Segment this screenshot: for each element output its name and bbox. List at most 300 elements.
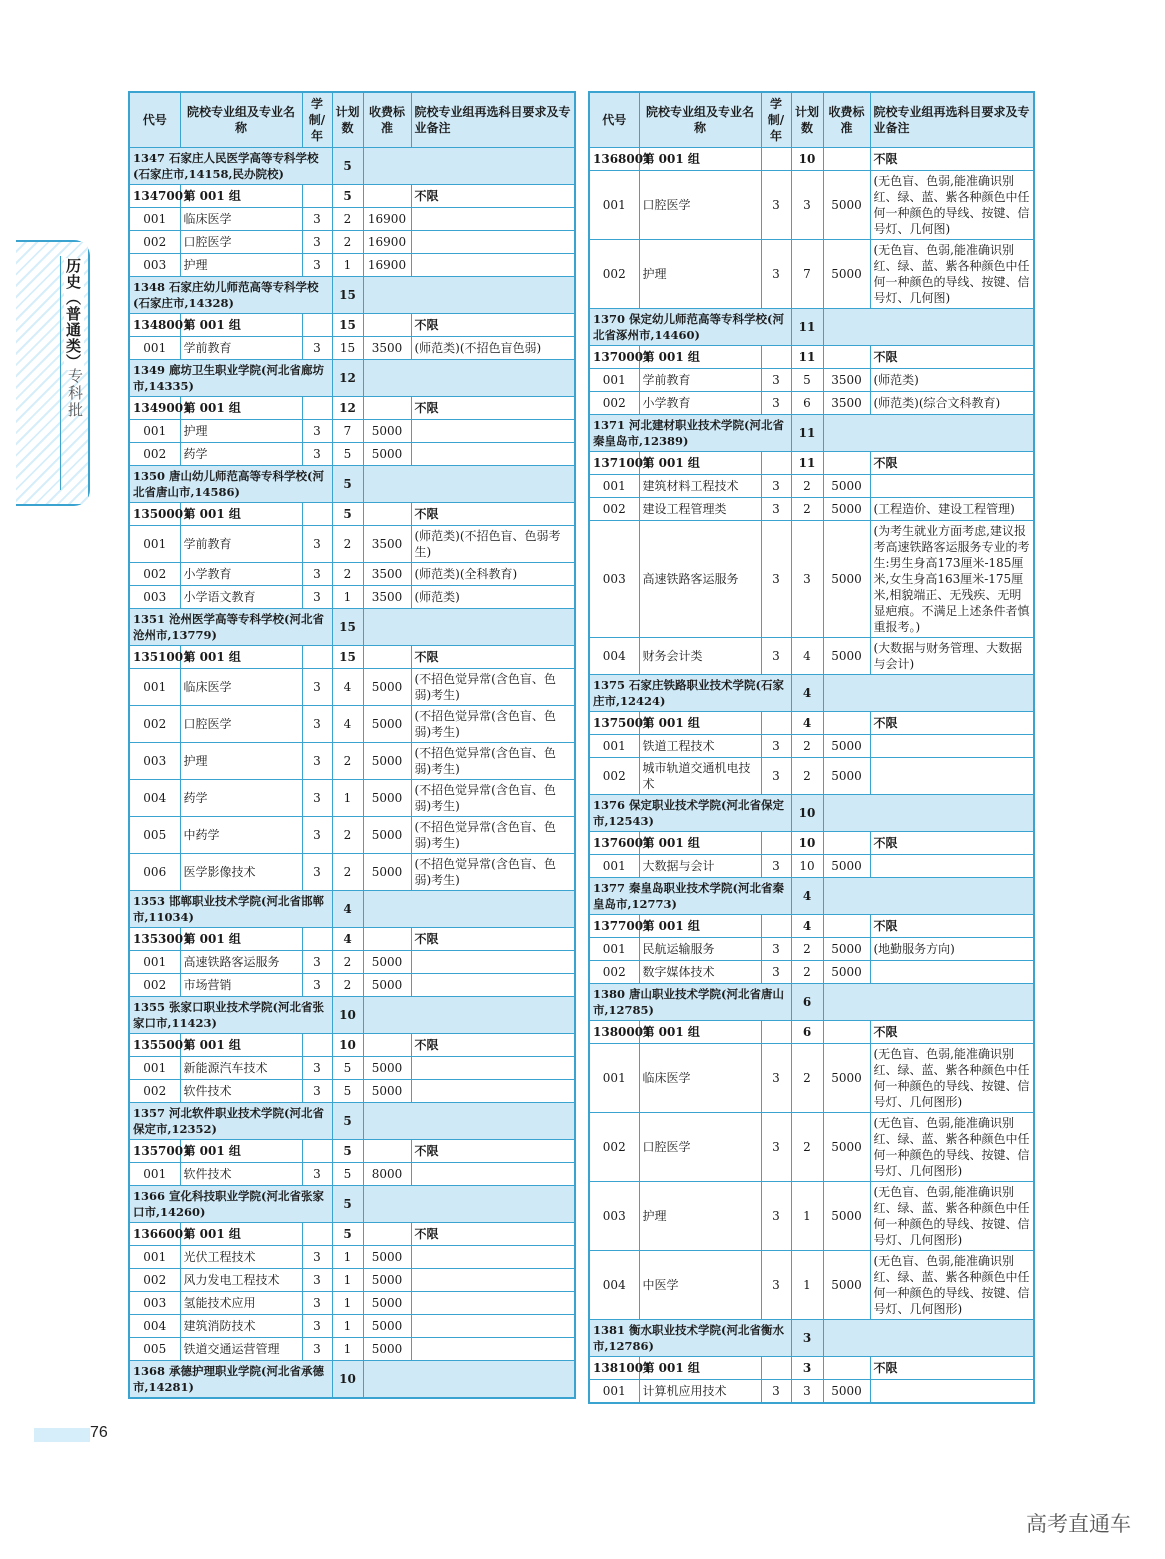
major-row xyxy=(129,337,575,360)
group-fee-empty xyxy=(363,314,411,337)
major-row xyxy=(589,475,1034,498)
header-row xyxy=(129,92,575,148)
major-code: 002 xyxy=(589,1113,639,1182)
school-filler xyxy=(823,1320,1034,1357)
group-fee-empty xyxy=(823,832,870,855)
major-name: 口腔医学 xyxy=(639,1113,761,1182)
major-row xyxy=(129,1057,575,1080)
school-filler xyxy=(363,277,575,314)
major-name: 口腔医学 xyxy=(180,231,302,254)
major-name: 药学 xyxy=(180,443,302,466)
group-requirement: 不限 xyxy=(411,1034,575,1057)
group-years-empty xyxy=(302,646,332,669)
major-years: 3 xyxy=(302,1269,332,1292)
major-plan: 2 xyxy=(332,526,363,563)
major-note: (师范类) xyxy=(870,369,1034,392)
major-plan: 7 xyxy=(332,420,363,443)
major-fee: 5000 xyxy=(823,758,870,795)
major-fee: 5000 xyxy=(363,443,411,466)
major-row xyxy=(129,1080,575,1103)
major-years: 3 xyxy=(761,240,791,309)
major-note: (师范类) xyxy=(411,586,575,609)
major-name: 小学语文教育 xyxy=(180,586,302,609)
major-code: 001 xyxy=(129,337,180,360)
major-plan: 2 xyxy=(332,743,363,780)
major-fee: 5000 xyxy=(363,974,411,997)
major-plan: 4 xyxy=(332,669,363,706)
major-years: 3 xyxy=(302,743,332,780)
major-note: (不招色觉异常(含色盲、色弱)考生) xyxy=(411,706,575,743)
major-note xyxy=(870,855,1034,878)
group-row xyxy=(589,712,1034,735)
major-name: 高速铁路客运服务 xyxy=(180,951,302,974)
school-plan: 15 xyxy=(332,609,363,646)
major-code: 001 xyxy=(129,951,180,974)
major-code: 002 xyxy=(129,563,180,586)
major-name: 软件技术 xyxy=(180,1080,302,1103)
school-plan: 10 xyxy=(332,997,363,1034)
major-plan: 2 xyxy=(332,974,363,997)
group-name: 第 001 组 xyxy=(180,503,302,526)
header-notes: 院校专业组再选科目要求及专业备注 xyxy=(870,92,1034,148)
major-name: 护理 xyxy=(639,1182,761,1251)
major-plan: 2 xyxy=(791,938,823,961)
school-filler xyxy=(363,997,575,1034)
major-note xyxy=(870,758,1034,795)
group-code: 1357001 xyxy=(129,1140,180,1163)
major-plan: 1 xyxy=(332,1338,363,1361)
group-row xyxy=(589,346,1034,369)
group-fee-empty xyxy=(823,452,870,475)
major-code: 001 xyxy=(129,1246,180,1269)
group-years-empty xyxy=(302,1223,332,1246)
major-years: 3 xyxy=(761,521,791,638)
major-fee: 5000 xyxy=(363,1057,411,1080)
group-requirement: 不限 xyxy=(411,397,575,420)
group-fee-empty xyxy=(363,1140,411,1163)
major-row xyxy=(129,743,575,780)
major-code: 001 xyxy=(589,1044,639,1113)
major-row xyxy=(129,586,575,609)
major-note: (无色盲、色弱,能准确识别红、绿、蓝、紫各种颜色中任何一种颜色的导线、按键、信号灯、几何图形) xyxy=(870,1251,1034,1320)
group-years-empty xyxy=(761,915,791,938)
school-plan: 12 xyxy=(332,360,363,397)
major-row xyxy=(589,855,1034,878)
major-code: 003 xyxy=(589,1182,639,1251)
major-years: 3 xyxy=(302,951,332,974)
header-years: 学制/年 xyxy=(302,92,332,148)
group-plan: 4 xyxy=(332,928,363,951)
major-plan: 2 xyxy=(791,961,823,984)
major-row xyxy=(129,1163,575,1186)
major-plan: 1 xyxy=(332,586,363,609)
major-note: (不招色觉异常(含色盲、色弱)考生) xyxy=(411,743,575,780)
major-row xyxy=(129,974,575,997)
group-years-empty xyxy=(761,452,791,475)
group-name: 第 001 组 xyxy=(180,1034,302,1057)
group-row xyxy=(129,185,575,208)
major-code: 004 xyxy=(589,1251,639,1320)
major-plan: 5 xyxy=(791,369,823,392)
major-years: 3 xyxy=(761,855,791,878)
major-plan: 5 xyxy=(332,443,363,466)
group-requirement: 不限 xyxy=(411,314,575,337)
major-code: 001 xyxy=(589,475,639,498)
major-note: (无色盲、色弱,能准确识别红、绿、蓝、紫各种颜色中任何一种颜色的导线、按键、信号灯、几何图) xyxy=(870,240,1034,309)
major-code: 006 xyxy=(129,854,180,891)
major-fee: 16900 xyxy=(363,254,411,277)
major-fee: 5000 xyxy=(823,961,870,984)
major-row xyxy=(129,669,575,706)
major-fee: 5000 xyxy=(823,1113,870,1182)
major-code: 003 xyxy=(129,743,180,780)
major-note: (不招色觉异常(含色盲、色弱)考生) xyxy=(411,669,575,706)
major-name: 中药学 xyxy=(180,817,302,854)
major-row xyxy=(129,1246,575,1269)
major-fee: 16900 xyxy=(363,208,411,231)
school-row xyxy=(129,148,575,185)
major-row xyxy=(589,1380,1034,1404)
major-row xyxy=(129,208,575,231)
major-years: 3 xyxy=(761,1044,791,1113)
group-requirement: 不限 xyxy=(411,185,575,208)
group-row xyxy=(129,397,575,420)
group-row xyxy=(589,452,1034,475)
major-note: (无色盲、色弱,能准确识别红、绿、蓝、紫各种颜色中任何一种颜色的导线、按键、信号灯、几何图) xyxy=(870,171,1034,240)
major-plan: 2 xyxy=(791,758,823,795)
major-note: (不招色觉异常(含色盲、色弱)考生) xyxy=(411,854,575,891)
group-plan: 4 xyxy=(791,915,823,938)
group-name: 第 001 组 xyxy=(639,346,761,369)
watermark: 高考直通车 xyxy=(1026,1512,1131,1536)
major-code: 004 xyxy=(129,1315,180,1338)
group-code: 1355001 xyxy=(129,1034,180,1057)
major-plan: 10 xyxy=(791,855,823,878)
school-row xyxy=(129,360,575,397)
major-fee: 3500 xyxy=(363,337,411,360)
major-row xyxy=(589,240,1034,309)
table-body xyxy=(589,92,1034,1403)
school-filler xyxy=(823,309,1034,346)
major-years: 3 xyxy=(761,938,791,961)
group-requirement: 不限 xyxy=(870,452,1034,475)
major-note xyxy=(411,1292,575,1315)
school-name: 1355 张家口职业技术学院(河北省张家口市,11423) xyxy=(129,997,332,1034)
major-note xyxy=(411,1315,575,1338)
major-fee: 5000 xyxy=(363,1269,411,1292)
major-plan: 1 xyxy=(791,1182,823,1251)
group-row xyxy=(589,915,1034,938)
school-name: 1366 宣化科技职业学院(河北省张家口市,14260) xyxy=(129,1186,332,1223)
school-name: 1368 承德护理职业学院(河北省承德市,14281) xyxy=(129,1361,332,1399)
major-years: 3 xyxy=(761,171,791,240)
group-code: 1368001 xyxy=(589,148,639,171)
major-note: (无色盲、色弱,能准确识别红、绿、蓝、紫各种颜色中任何一种颜色的导线、按键、信号灯、几何图形) xyxy=(870,1044,1034,1113)
major-code: 001 xyxy=(589,1380,639,1404)
major-name: 护理 xyxy=(180,420,302,443)
header-plan: 计划数 xyxy=(332,92,363,148)
major-code: 001 xyxy=(589,171,639,240)
major-code: 002 xyxy=(129,1269,180,1292)
group-years-empty xyxy=(302,928,332,951)
school-filler xyxy=(363,148,575,185)
major-note: (不招色觉异常(含色盲、色弱)考生) xyxy=(411,817,575,854)
major-fee: 5000 xyxy=(823,521,870,638)
major-fee: 5000 xyxy=(823,735,870,758)
major-years: 3 xyxy=(761,475,791,498)
major-years: 3 xyxy=(302,706,332,743)
school-name: 1375 石家庄铁路职业技术学院(石家庄市,12424) xyxy=(589,675,791,712)
major-years: 3 xyxy=(761,1380,791,1404)
group-plan: 15 xyxy=(332,646,363,669)
major-row xyxy=(129,443,575,466)
school-filler xyxy=(363,1186,575,1223)
major-plan: 1 xyxy=(332,1292,363,1315)
school-name: 1353 邯郸职业技术学院(河北省邯郸市,11034) xyxy=(129,891,332,928)
group-code: 1353001 xyxy=(129,928,180,951)
major-name: 学前教育 xyxy=(180,337,302,360)
major-note xyxy=(411,1338,575,1361)
group-code: 1375001 xyxy=(589,712,639,735)
group-fee-empty xyxy=(363,928,411,951)
major-years: 3 xyxy=(761,638,791,675)
major-code: 002 xyxy=(589,498,639,521)
major-row xyxy=(129,817,575,854)
major-fee: 5000 xyxy=(363,951,411,974)
group-plan: 5 xyxy=(332,185,363,208)
school-plan: 11 xyxy=(791,415,823,452)
major-row xyxy=(589,1044,1034,1113)
major-code: 001 xyxy=(129,526,180,563)
group-code: 1371001 xyxy=(589,452,639,475)
major-name: 市场营销 xyxy=(180,974,302,997)
group-name: 第 001 组 xyxy=(639,832,761,855)
major-years: 3 xyxy=(761,369,791,392)
group-plan: 12 xyxy=(332,397,363,420)
major-plan: 3 xyxy=(791,1380,823,1404)
major-name: 口腔医学 xyxy=(180,706,302,743)
admission-table-left xyxy=(128,91,576,1399)
major-note: (不招色觉异常(含色盲、色弱)考生) xyxy=(411,780,575,817)
major-fee: 5000 xyxy=(823,1044,870,1113)
school-name: 1357 河北软件职业技术学院(河北省保定市,12352) xyxy=(129,1103,332,1140)
major-row xyxy=(589,961,1034,984)
major-years: 3 xyxy=(302,526,332,563)
major-name: 医学影像技术 xyxy=(180,854,302,891)
school-plan: 5 xyxy=(332,1186,363,1223)
school-row xyxy=(589,878,1034,915)
group-code: 1347001 xyxy=(129,185,180,208)
major-row xyxy=(129,1269,575,1292)
major-code: 001 xyxy=(589,369,639,392)
major-row xyxy=(589,521,1034,638)
group-row xyxy=(129,646,575,669)
group-fee-empty xyxy=(823,148,870,171)
group-fee-empty xyxy=(363,185,411,208)
major-note: (师范类)(不招色盲色弱) xyxy=(411,337,575,360)
group-fee-empty xyxy=(363,1034,411,1057)
major-name: 临床医学 xyxy=(639,1044,761,1113)
major-note xyxy=(411,420,575,443)
school-plan: 5 xyxy=(332,148,363,185)
group-years-empty xyxy=(302,1034,332,1057)
major-code: 004 xyxy=(129,780,180,817)
major-years: 3 xyxy=(302,586,332,609)
major-plan: 3 xyxy=(791,521,823,638)
major-plan: 4 xyxy=(791,638,823,675)
school-filler xyxy=(823,415,1034,452)
major-plan: 1 xyxy=(332,1246,363,1269)
major-note: (工程造价、建设工程管理) xyxy=(870,498,1034,521)
group-row xyxy=(589,832,1034,855)
major-fee: 5000 xyxy=(363,669,411,706)
group-name: 第 001 组 xyxy=(180,928,302,951)
major-name: 民航运输服务 xyxy=(639,938,761,961)
group-fee-empty xyxy=(363,397,411,420)
school-row xyxy=(129,466,575,503)
major-code: 001 xyxy=(589,855,639,878)
school-filler xyxy=(823,795,1034,832)
header-plan: 计划数 xyxy=(791,92,823,148)
school-filler xyxy=(363,466,575,503)
group-row xyxy=(129,1034,575,1057)
major-code: 004 xyxy=(589,638,639,675)
major-plan: 2 xyxy=(332,817,363,854)
school-name: 1370 保定幼儿师范高等专科学校(河北省涿州市,14460) xyxy=(589,309,791,346)
school-row xyxy=(129,277,575,314)
major-name: 临床医学 xyxy=(180,208,302,231)
group-plan: 10 xyxy=(791,148,823,171)
group-plan: 3 xyxy=(791,1357,823,1380)
major-years: 3 xyxy=(761,498,791,521)
major-years: 3 xyxy=(302,563,332,586)
major-fee: 5000 xyxy=(363,780,411,817)
major-fee: 5000 xyxy=(823,475,870,498)
page-number-bar xyxy=(34,1428,90,1442)
major-note xyxy=(870,1380,1034,1404)
school-name: 1347 石家庄人民医学高等专科学校(石家庄市,14158,民办院校) xyxy=(129,148,332,185)
major-row xyxy=(129,951,575,974)
group-name: 第 001 组 xyxy=(180,1223,302,1246)
group-row xyxy=(129,503,575,526)
major-code: 003 xyxy=(129,1292,180,1315)
group-plan: 11 xyxy=(791,346,823,369)
group-years-empty xyxy=(302,1140,332,1163)
school-name: 1351 沧州医学高等专科学校(河北省沧州市,13779) xyxy=(129,609,332,646)
major-note: (无色盲、色弱,能准确识别红、绿、蓝、紫各种颜色中任何一种颜色的导线、按键、信号灯、几何图形) xyxy=(870,1113,1034,1182)
major-code: 003 xyxy=(129,586,180,609)
major-code: 001 xyxy=(129,1163,180,1186)
major-years: 3 xyxy=(761,1182,791,1251)
major-fee: 5000 xyxy=(363,1246,411,1269)
major-fee: 5000 xyxy=(823,171,870,240)
major-years: 3 xyxy=(302,1057,332,1080)
major-fee: 5000 xyxy=(363,706,411,743)
major-code: 005 xyxy=(129,1338,180,1361)
major-plan: 2 xyxy=(332,208,363,231)
major-code: 001 xyxy=(589,938,639,961)
major-note: (师范类)(综合文科教育) xyxy=(870,392,1034,415)
group-requirement: 不限 xyxy=(411,646,575,669)
group-code: 1376001 xyxy=(589,832,639,855)
group-requirement: 不限 xyxy=(411,928,575,951)
major-name: 大数据与会计 xyxy=(639,855,761,878)
major-plan: 2 xyxy=(332,951,363,974)
major-name: 药学 xyxy=(180,780,302,817)
major-note xyxy=(411,1057,575,1080)
school-row xyxy=(589,309,1034,346)
major-row xyxy=(589,735,1034,758)
major-row xyxy=(129,563,575,586)
group-code: 1348001 xyxy=(129,314,180,337)
major-fee: 5000 xyxy=(823,240,870,309)
header-years: 学制/年 xyxy=(761,92,791,148)
major-plan: 2 xyxy=(791,735,823,758)
major-name: 建设工程管理类 xyxy=(639,498,761,521)
major-name: 口腔医学 xyxy=(639,171,761,240)
school-plan: 5 xyxy=(332,466,363,503)
major-code: 002 xyxy=(589,961,639,984)
major-row xyxy=(589,638,1034,675)
major-name: 数字媒体技术 xyxy=(639,961,761,984)
group-code: 1370001 xyxy=(589,346,639,369)
major-code: 001 xyxy=(129,1057,180,1080)
group-code: 1377001 xyxy=(589,915,639,938)
major-code: 001 xyxy=(129,420,180,443)
group-fee-empty xyxy=(823,915,870,938)
major-plan: 1 xyxy=(332,780,363,817)
major-note: (为考生就业方面考虑,建议报考高速铁路客运服务专业的考生:男生身高173厘米-185厘米,女生身高163厘米-175厘米,相貌端正、无残疾、无明显疤痕。不满足上述条件者慎重报考。) xyxy=(870,521,1034,638)
major-note: (师范类)(不招色盲、色弱考生) xyxy=(411,526,575,563)
group-fee-empty xyxy=(363,1223,411,1246)
major-fee: 3500 xyxy=(823,369,870,392)
group-plan: 5 xyxy=(332,503,363,526)
major-fee: 5000 xyxy=(363,1292,411,1315)
group-fee-empty xyxy=(823,346,870,369)
major-row xyxy=(129,420,575,443)
major-row xyxy=(129,526,575,563)
school-plan: 3 xyxy=(791,1320,823,1357)
major-name: 计算机应用技术 xyxy=(639,1380,761,1404)
major-note: (无色盲、色弱,能准确识别红、绿、蓝、紫各种颜色中任何一种颜色的导线、按键、信号灯、几何图形) xyxy=(870,1182,1034,1251)
major-note xyxy=(870,735,1034,758)
group-code: 1350001 xyxy=(129,503,180,526)
major-fee: 5000 xyxy=(823,1380,870,1404)
group-plan: 5 xyxy=(332,1140,363,1163)
major-years: 3 xyxy=(302,254,332,277)
group-name: 第 001 组 xyxy=(639,1357,761,1380)
group-name: 第 001 组 xyxy=(639,915,761,938)
header-code: 代号 xyxy=(129,92,180,148)
major-plan: 2 xyxy=(332,563,363,586)
major-years: 3 xyxy=(761,1113,791,1182)
group-requirement: 不限 xyxy=(870,712,1034,735)
major-row xyxy=(589,392,1034,415)
header-name: 院校专业组及专业名称 xyxy=(639,92,761,148)
side-tab-divider xyxy=(60,256,61,490)
table-body xyxy=(129,92,575,1398)
group-years-empty xyxy=(761,1021,791,1044)
school-row xyxy=(129,609,575,646)
group-row xyxy=(589,1357,1034,1380)
school-plan: 6 xyxy=(791,984,823,1021)
group-years-empty xyxy=(302,397,332,420)
school-name: 1350 唐山幼儿师范高等专科学校(河北省唐山市,14586) xyxy=(129,466,332,503)
major-note xyxy=(411,254,575,277)
group-name: 第 001 组 xyxy=(639,452,761,475)
major-plan: 1 xyxy=(791,1251,823,1320)
category-label: 历史（普通类） xyxy=(64,258,82,370)
